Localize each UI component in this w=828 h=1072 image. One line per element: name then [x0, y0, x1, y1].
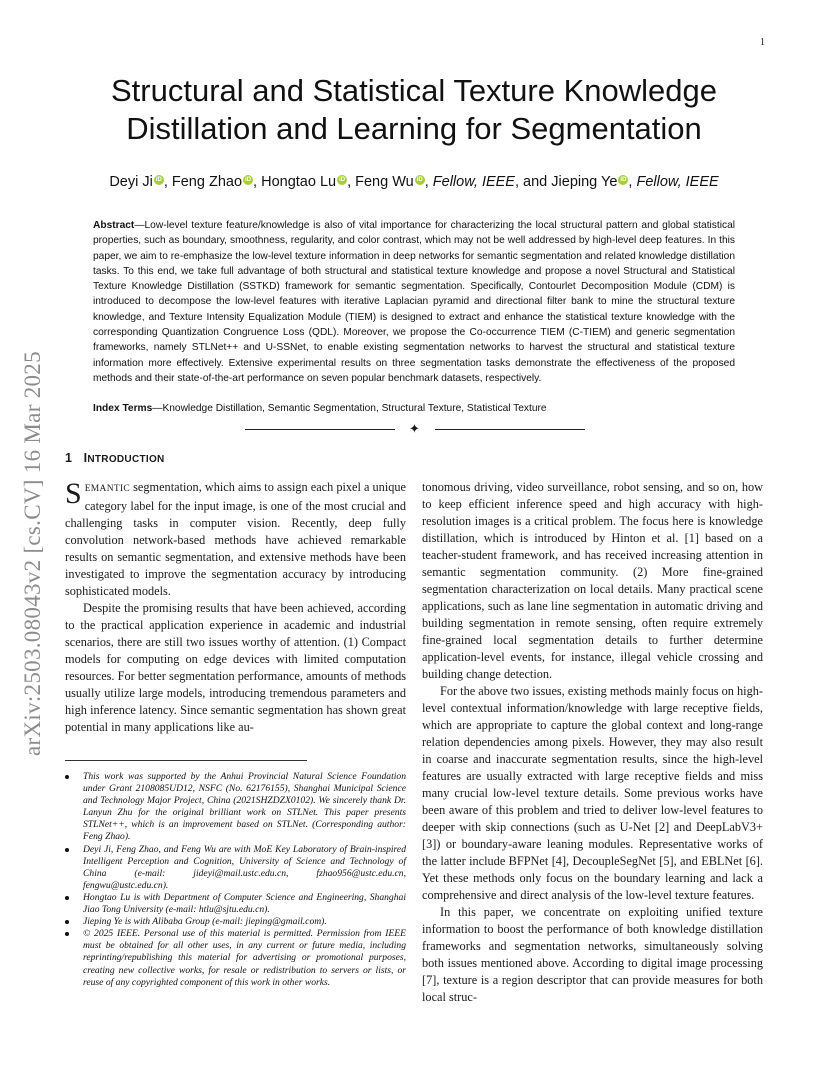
arxiv-identifier-stamp[interactable]: arXiv:2503.08043v2 [cs.CV] 16 Mar 2025 [20, 351, 45, 756]
footnote-text: © 2025 IEEE. Personal use of this material is permitted. Permission from IEEE must be obtained for all other uses, in any current or future media, including reprinting/republishing this material for advertising or promotional purposes, creating new collective works, for resale or redistribution to servers or lists, or reuse of any copyrighted component of this work in other works. [83, 928, 406, 988]
body-paragraph: tonomous driving, video surveillance, robot sensing, and so on, how to keep efficient inference speed and high accuracy with high-resolution images is a critical problem. The focus here is knowledge distillation, which is introduced by Hinton et al. [1] based on a teacher-student framework, and has received increasing attention in semantic segmentation community. (2) More fine-grained segmentation characterization on local details. Many practical scene applications, such as lane line segmentation in automatic driving and building segmentation in remote sensing, often require extremely fine-grained local segmentation details to further determine application-level events, for instance, illegal vehicle crossing and building change detection. [422, 480, 763, 681]
section-number: 1 [65, 451, 73, 465]
footnote-item [65, 771, 406, 844]
author-conjunction: and [523, 174, 548, 190]
footnote-item [65, 844, 406, 892]
body-paragraph [65, 479, 406, 600]
footnote-text: This work was supported by the Anhui Provincial Natural Science Foundation under Grant 2108085UD12, NSFC (No. 62176155), Shanghai Municipal Science and Technology Major Project, China (2021SHZDZX0102). We sincerely thank Dr. Lanyun Zhu for the original brilliant work on STLNet. This paper presents STLNet++, which is an improvement based on STLNet. (Corresponding author: Feng Zhao). [83, 771, 406, 843]
footnotes [65, 771, 406, 989]
section-title-first-letter: I [83, 451, 88, 465]
section-heading-introduction [65, 451, 165, 465]
author-list: Deyi Ji iD , Feng Zhao iD , Hongtao Lu iD , Feng Wu iD , Fellow, IEEE, and Jieping Ye iD , Fellow, IEEE [109, 174, 719, 190]
section-separator [245, 421, 585, 436]
drop-cap: S [65, 477, 82, 510]
separator-line-left [245, 429, 395, 430]
bullet-icon [65, 896, 69, 900]
orcid-icon[interactable]: iD [620, 177, 627, 183]
abstract-label: Abstract [93, 220, 135, 231]
index-terms [93, 402, 735, 416]
body-column-right [422, 479, 763, 1006]
footnote-text: Jieping Ye is with Alibaba Group (e-mail: jieping@gmail.com). [83, 916, 327, 928]
author-fellow-title: Fellow, IEEE [636, 174, 719, 190]
separator-line-right [435, 429, 585, 430]
paper-title: Structural and Statistical Texture Knowledge Distillation and Learning for Segmentation [111, 73, 717, 146]
abstract-text: —Low-level texture feature/knowledge is also of vital importance for characterizing the local structural pattern and global statistical properties, such as boundary, smoothness, regularity, and color contrast, which may not be well addressed by high-level deep features. In this paper, we aim to re-emphasize the low-level texture information in deep networks for semantic segmentation and related knowledge distillation tasks. To this end, we take full advantage of both structural and statistical texture knowledge and propose a novel Structural and Statistical Texture Knowledge Distillation (SSTKD) framework for semantic segmentation. Specifically, Contourlet Decomposition Module (CDM) is introduced to decompose the low-level features with iterative Laplacian pyramid and directional filter bank to mine the structural texture knowledge, and Texture Intensity Equalization Module (TIEM) is designed to extract and enhance the statistical texture knowledge with the corresponding Quantization Congruence Loss (QDL). Moreover, we propose the Co-occurrence TIEM (C-TIEM) and generic segmentation frameworks, namely STLNet++ and U-SSNet, to enable existing segmentation networks to harvest the structural and statistical texture information more effectively. Extensive experimental results on three segmentation tasks demonstrate the effectiveness of the proposed methods and their state-of-the-art performance on seven popular benchmark datasets, respectively. [93, 220, 735, 384]
body-column-left [65, 479, 406, 736]
author-fellow-title: Fellow, IEEE [432, 174, 515, 190]
body-paragraph: Despite the promising results that have been achieved, according to the practical application experience in academic and industrial scenarios, there are still two issues worthy of attention. (1) Compact models for computing on edge devices with limited computation resources. For better segmentation performance, amounts of methods usually utilize large models, introducing tremendous parameters and high inference latency. Since semantic segmentation has shown great potential in many applications like au- [65, 601, 406, 734]
footnote-text: Deyi Ji, Feng Zhao, and Feng Wu are with MoE Key Laboratory of Brain-inspired Intelligent Perception and Cognition, University of Science and Technology of China (e-mail: jideyi@mail.ustc.edu.cn, fzhao956@ustc.edu.cn, fengwu@ustc.edu.cn). [83, 843, 406, 891]
footnote-divider [65, 760, 307, 761]
orcid-icon[interactable]: iD [339, 177, 346, 183]
author-name: Hongtao Lu [261, 174, 337, 190]
author-name: Feng Zhao [171, 174, 243, 190]
paragraph-text: segmentation, which aims to assign each pixel a unique category label for the input image, is one of the most crucial and challenging tasks in computer vision. Recently, deep fully convolution network-based methods have achieved remarkable results on semantic segmentation, and extensive methods have been investigated to improve the segmentation accuracy by introducing sophisticated models. [65, 480, 406, 598]
section-title-rest: NTRODUCTION [87, 454, 165, 465]
footnote-item [65, 892, 406, 916]
abstract [93, 218, 735, 386]
footnote-text: Hongtao Lu is with Department of Computer Science and Engineering, Shanghai Jiao Tong University (e-mail: htlu@sjtu.edu.cn). [83, 891, 406, 916]
bullet-icon [65, 775, 69, 779]
footnote-item [65, 928, 406, 988]
orcid-icon[interactable]: iD [155, 177, 162, 183]
author-name: Feng Wu [355, 174, 414, 190]
orcid-icon[interactable]: iD [245, 177, 252, 183]
bullet-icon [65, 920, 69, 924]
bullet-icon [65, 848, 69, 852]
index-terms-text: —Knowledge Distillation, Semantic Segmentation, Structural Texture, Statistical Texture [152, 403, 547, 414]
author-name: Deyi Ji [109, 174, 153, 190]
separator-diamond-icon: ✦ [409, 421, 420, 436]
footnote-item [65, 916, 406, 928]
orcid-icon[interactable]: iD [416, 177, 423, 183]
author-name: Jieping Ye [551, 174, 618, 190]
small-caps-word: EMANTIC [84, 484, 131, 494]
body-paragraph: In this paper, we concentrate on exploiting unified texture information to boost the performance of both knowledge distillation frameworks and segmentation networks, simultaneously solving both issues mentioned above. According to digital image processing [7], texture is a region descriptor that can provide measures for both local struc- [422, 905, 763, 1004]
index-terms-label: Index Terms [93, 403, 153, 414]
bullet-icon [65, 932, 69, 936]
body-paragraph: For the above two issues, existing methods mainly focus on high-level contextual information/knowledge with large receptive fields, which are appropriate to capture the global context and long-range relation dependencies among pixels. However, they may also result in coarse and inaccurate segmentation results, since the high-level features are usually extracted with large receptive fields and miss many crucial low-level texture details. Some previous works have been aware of this problem and tried to deliver low-level features to deeper with skip connections (such as U-Net [2] and DeepLabV3+ [3]) or boundary-aware leaning modules. Representative works of the latter include BFPNet [4], DecoupleSegNet [5], and EBLNet [6]. Yet these methods only focus on the boundary learning and lack a comprehensive and direct analysis of the low-level texture features. [422, 684, 763, 902]
page-number: 1 [760, 37, 765, 48]
